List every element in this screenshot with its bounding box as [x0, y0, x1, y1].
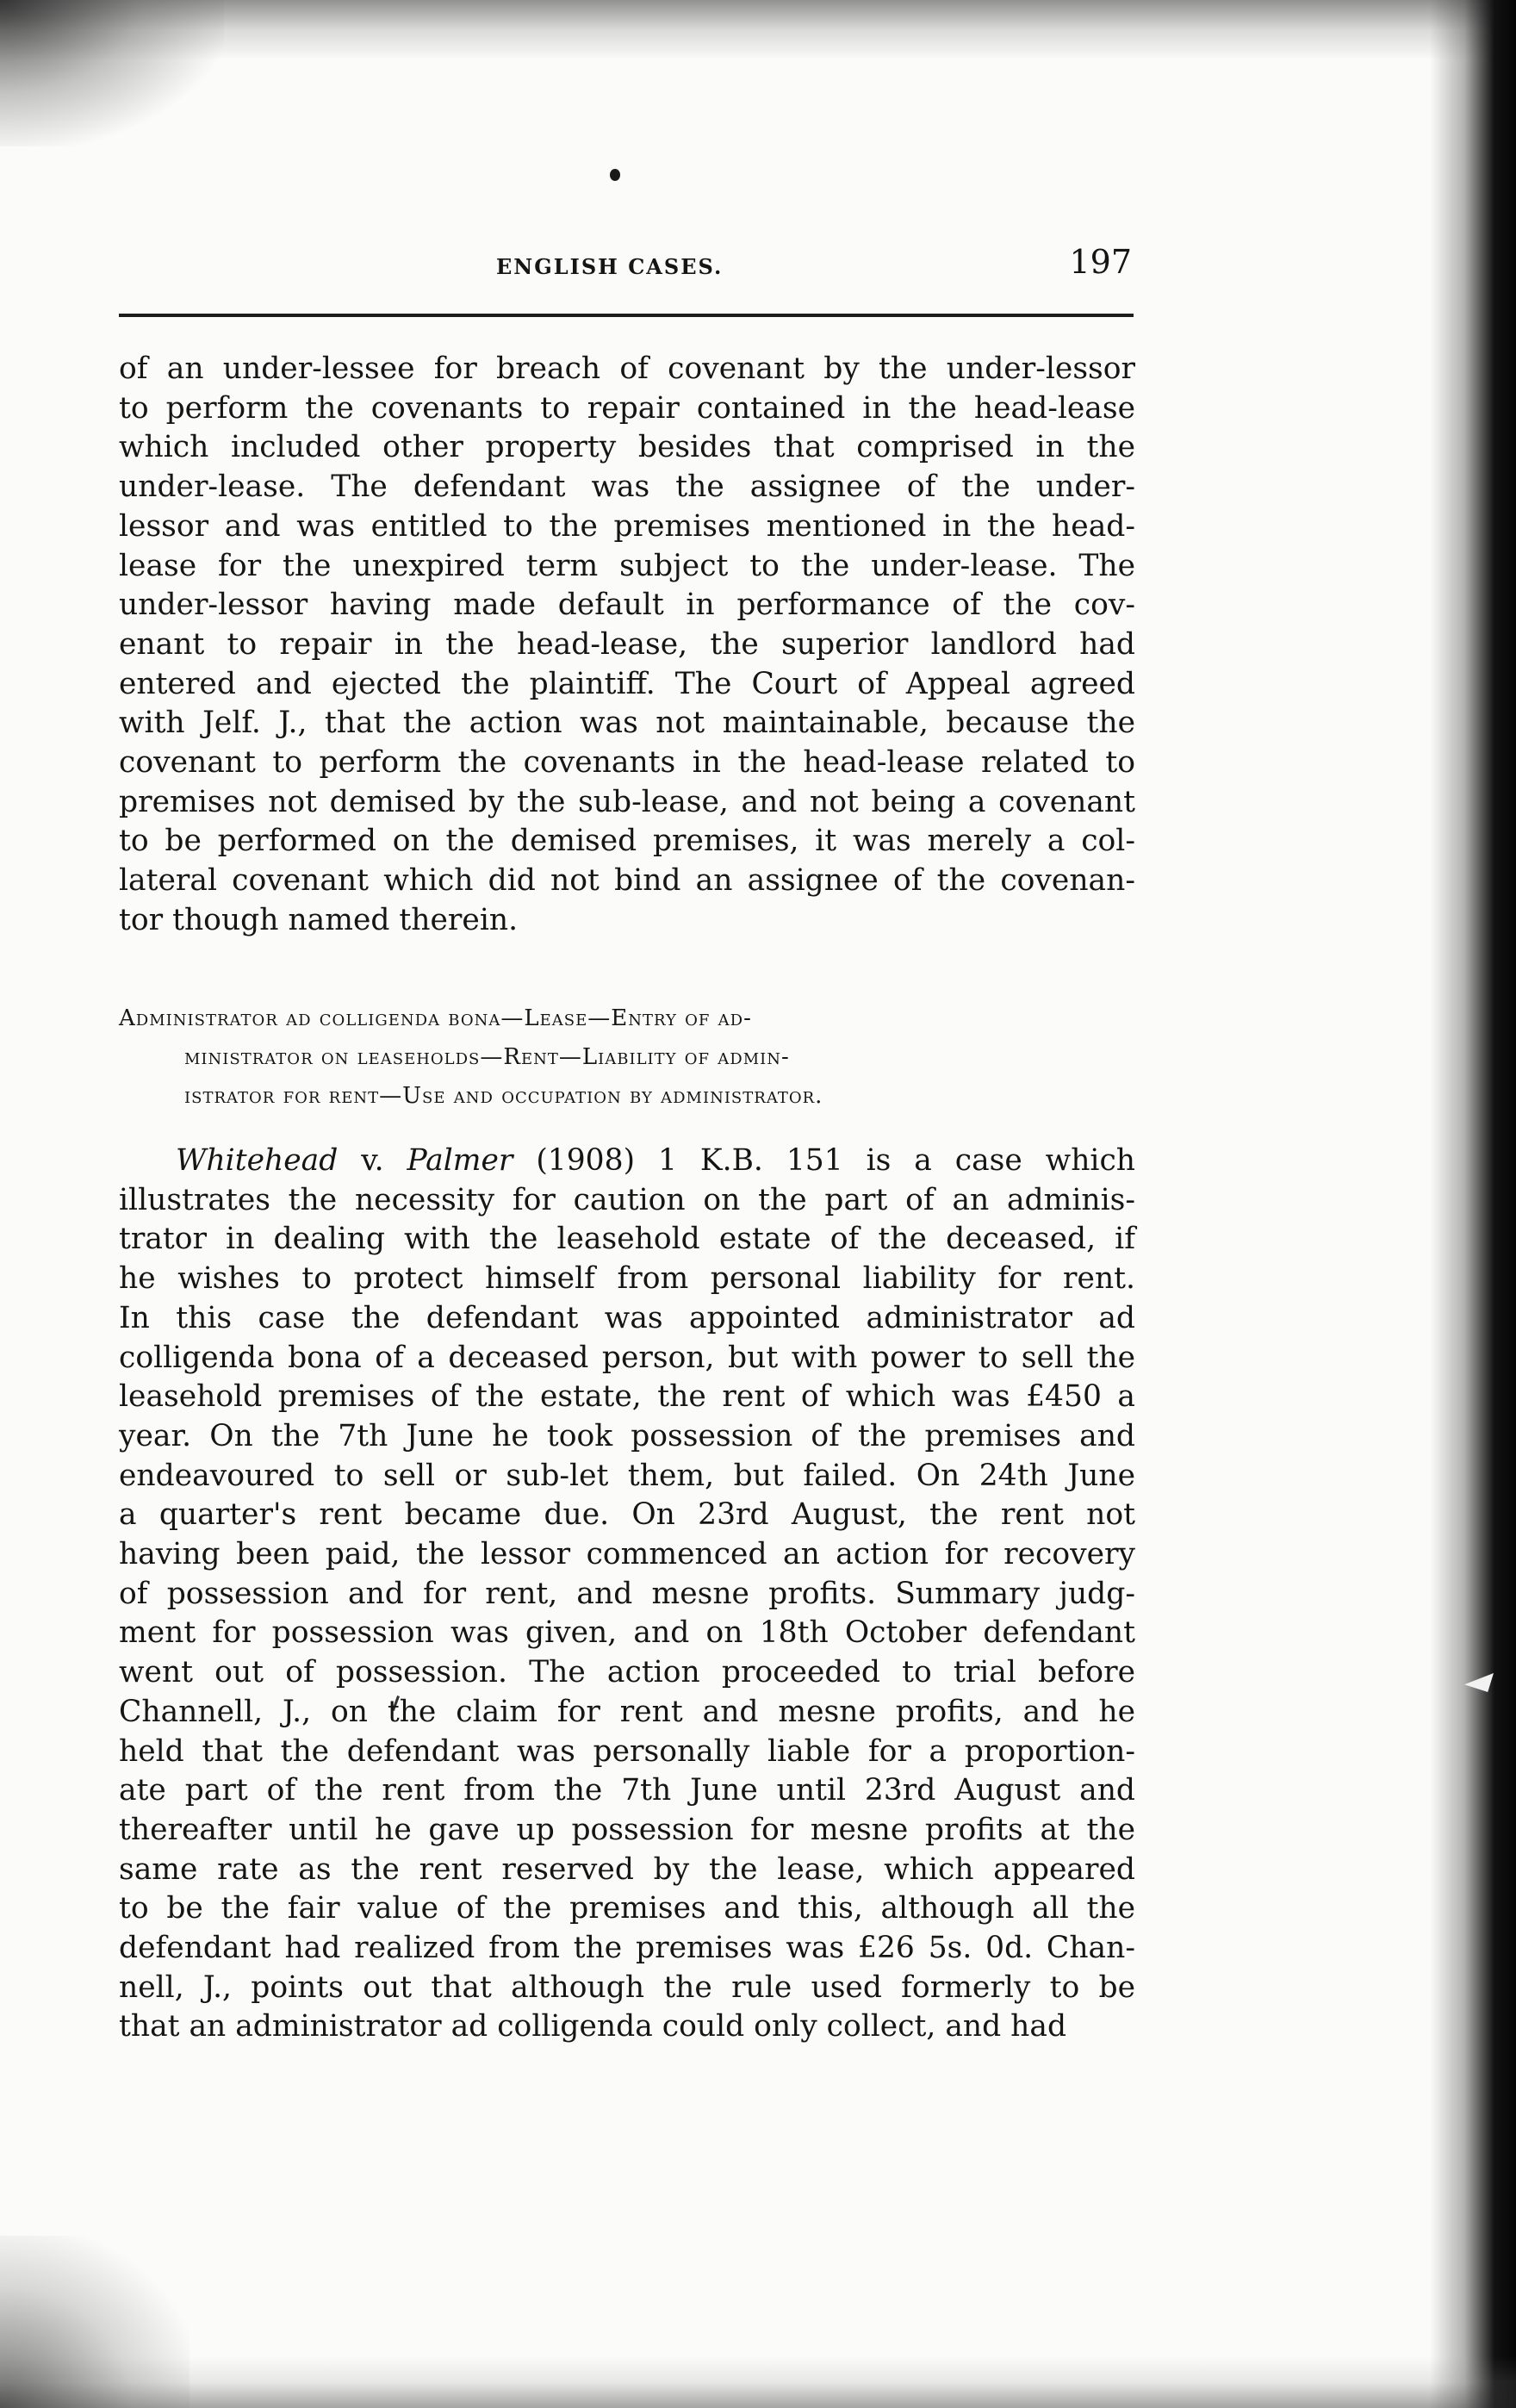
scan-shadow-bottom-left	[0, 2236, 190, 2408]
text-line: went out of possession. The action proceeded to trial before	[119, 1655, 1135, 1690]
text-line: a quarter's rent became due. On 23rd August, the rent not	[119, 1497, 1135, 1533]
text-line: under-lease. The defendant was the assignee of the under-	[119, 470, 1135, 505]
text-line: tor though named therein.	[119, 902, 519, 937]
text-line: thereafter until he gave up possession for mesne profits at the	[119, 1812, 1135, 1847]
text-line: nell, J., points out that although the rule used formerly to be	[119, 1969, 1135, 2005]
ink-dot-mark	[610, 169, 620, 181]
running-head: ENGLISH CASES.	[496, 254, 724, 279]
text-line: enant to repair in the head-lease, the superior landlord had	[119, 626, 1135, 662]
text-line-first	[119, 1142, 1135, 1181]
case-name-defendant: Palmer	[407, 1143, 513, 1178]
heading-line: istrator for rent—Use and occupation by administrator.	[184, 1083, 823, 1109]
text-line: year. On the 7th June he took possession of the premises and	[119, 1418, 1135, 1453]
section-heading	[119, 999, 1135, 1116]
text-line: defendant had realized from the premises was £26 5s. 0d. Chan-	[119, 1931, 1135, 1966]
text-line: with Jelf. J., that the action was not maintainable, because the	[119, 706, 1135, 741]
text-line: Channell, J., on the claim for rent and mesne profits, and he	[119, 1694, 1135, 1729]
text-line: same rate as the rent reserved by the lease, which appeared	[119, 1851, 1135, 1887]
text-line: premises not demised by the sub-lease, and not being a covenant	[119, 784, 1135, 819]
text-line: ate part of the rent from the 7th June until 23rd August and	[119, 1773, 1135, 1808]
case-name-plaintiff: Whitehead	[176, 1143, 339, 1178]
text-line: trator in dealing with the leasehold estate of the deceased, if	[119, 1222, 1135, 1257]
header-rule	[119, 314, 1134, 317]
case-separator: v.	[338, 1143, 407, 1178]
text-line: having been paid, the lessor commenced an action for recovery	[119, 1537, 1135, 1572]
continuation-paragraph	[119, 350, 1135, 941]
text-line: leasehold premises of the estate, the rent of which was £450 a	[119, 1379, 1135, 1415]
text-line: held that the defendant was personally liable for a proportion-	[119, 1733, 1135, 1769]
heading-line: ministrator on leaseholds—Rent—Liability of admin-	[184, 1044, 790, 1070]
text-line: to perform the covenants to repair contained in the head-lease	[119, 390, 1135, 426]
scan-shadow-right-edge	[1430, 0, 1516, 2408]
text-line: colligenda bona of a deceased person, but with power to sell the	[119, 1340, 1135, 1375]
text-line: entered and ejected the plaintiff. The Court of Appeal agreed	[119, 666, 1135, 701]
text-line: under-lessor having made default in performance of the cov-	[119, 588, 1135, 623]
page-number: 197	[1069, 243, 1132, 281]
text-line: of an under-lessee for breach of covenant by the under-lessor	[119, 352, 1135, 386]
text-line: covenant to perform the covenants in the head-lease related to	[119, 745, 1135, 781]
text-line: ment for possession was given, and on 18th October defendant	[119, 1615, 1135, 1651]
text-line: of possession and for rent, and mesne profits. Summary judg-	[119, 1576, 1135, 1611]
text-line: he wishes to protect himself from personal liability for rent.	[119, 1261, 1135, 1297]
scan-shadow-top	[0, 0, 1516, 60]
text-line: that an administrator ad colligenda could only collect, and had	[119, 2009, 1067, 2044]
text-line: In this case the defendant was appointed administrator ad	[119, 1300, 1135, 1335]
main-paragraph	[119, 1142, 1135, 2047]
scan-shadow-top-left	[0, 0, 224, 146]
text-line: lateral covenant which did not bind an assignee of the covenan-	[119, 863, 1135, 899]
heading-line: Administrator ad colligenda bona—Lease—Entry of ad-	[119, 1005, 752, 1031]
case-citation: (1908) 1 K.B. 151 is a case which	[513, 1143, 1136, 1178]
text-line: which included other property besides that comprised in the	[119, 430, 1135, 465]
text-line: lease for the unexpired term subject to the under-lease. The	[119, 548, 1135, 583]
text-line: to be performed on the demised premises, it was merely a col-	[119, 824, 1135, 859]
text-line: endeavoured to sell or sub-let them, but failed. On 24th June	[119, 1458, 1135, 1493]
text-line: illustrates the necessity for caution on the part of an adminis-	[119, 1182, 1135, 1217]
scan-shadow-bottom	[0, 2356, 1516, 2408]
text-line: lessor and was entitled to the premises mentioned in the head-	[119, 508, 1135, 544]
text-line: to be the fair value of the premises and this, although all the	[119, 1891, 1135, 1926]
